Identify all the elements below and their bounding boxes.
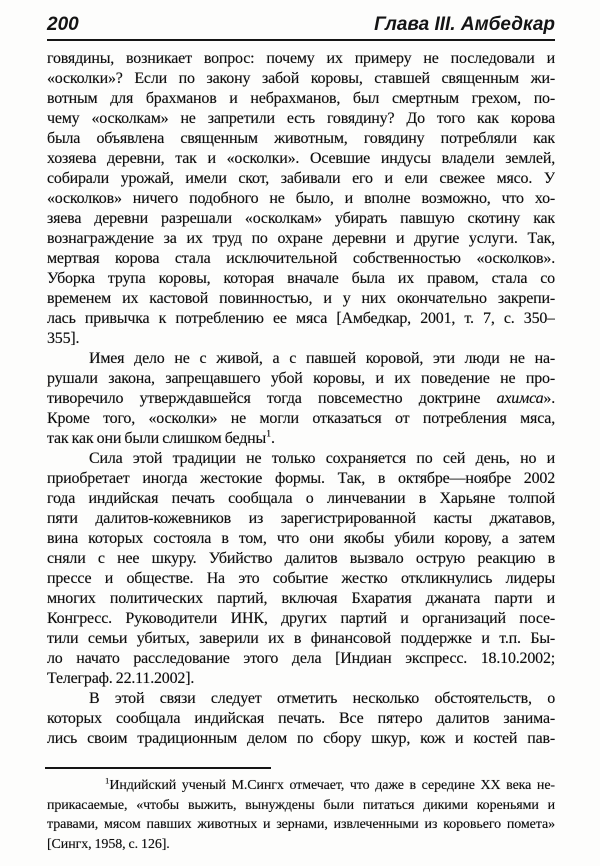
body-line: года индийская печать сообщала о линчевании в Харьяне толпой <box>47 490 555 507</box>
footnote-separator <box>45 767 271 769</box>
body-line: 355]. <box>47 330 80 347</box>
body-line: чему «осколкам» не запретили есть говядину? До того как корова <box>47 110 555 127</box>
body-line: лись своим традиционным делом по сбору шкур, кож и костей пав- <box>47 730 555 747</box>
body-line: «осколки»? Если по закону забой коровы, ставшей священным жи- <box>47 70 555 87</box>
body-line: Уборка трупа коровы, которая вначале была их правом, стала со <box>47 270 555 287</box>
body-line: рушали закона, запрещавшего убой коровы, и их поведение не про- <box>47 370 555 387</box>
footnote-line: $^1$Индийский ученый М.Сингх отмечает, что даже в середине XX века не- <box>105 776 555 793</box>
body-line: так как они были слишком бедны$^1$. <box>47 429 275 447</box>
body-line: хозяева деревни, так и «осколки». Осевшие индусы владели землей, <box>47 150 555 167</box>
header-rule <box>47 39 555 41</box>
body-line: прессе и обществе. На это событие жестко откликнулись лидеры <box>47 570 555 587</box>
body-line: Конгресс. Руководители ИНК, других партий и организаций посе- <box>47 610 555 627</box>
body-line: была объявлена священным животным, говядину потребляли как <box>47 130 555 147</box>
body-line: говядины, возникает вопрос: почему их примеру не последовали и <box>47 50 555 67</box>
body-line: Сила этой традиции не только сохраняется по сей день, но и <box>89 450 555 467</box>
body-text <box>47 49 555 749</box>
body-line: приобретает иногда жестокие формы. Так, в октябре—ноябре 2002 <box>47 470 555 487</box>
body-line: временем их кастовой повинностью, и у них окончательно закрепи- <box>47 290 555 307</box>
running-header <box>47 14 555 39</box>
body-line: мертвая корова стала исключительной собственностью «осколков». <box>47 250 555 267</box>
body-line: Кроме того, «осколки» не могли отказаться от потребления мяса, <box>47 410 555 427</box>
body-line: лась привычка к потреблению ее мяса [Амбедкар, 2001, т. 7, с. 350– <box>47 310 555 327</box>
footnote-line: прикасаемые, «чтобы выжить, вынуждены были питаться дикими кореньями и <box>47 797 555 813</box>
body-line: которых сообщала индийская печать. Все пятеро далитов занима- <box>47 710 555 727</box>
body-line: «осколков» ничего подобного не было, и вполне возможно, что хо- <box>47 190 555 207</box>
body-line: зяева деревни разрешали «осколкам» убирать павшую скотину как <box>47 210 555 227</box>
body-line: вотным для брахманов и небрахманов, был смертным грехом, по- <box>47 90 555 107</box>
body-line: Имея дело не с живой, а с павшей коровой, эти люди не на- <box>89 350 555 367</box>
footnote-line: травами, мясом павших животных и зернами, извлеченными из коровьего помета» <box>47 817 555 832</box>
chapter-title: Глава III. Амбедкар <box>374 14 555 35</box>
body-line: тиворечило утверждавшейся тогда повсеместно доктрине ахимса». <box>47 390 555 407</box>
body-line: вознаграждение за их труд по охране деревни и другие услуги. Так, <box>47 230 555 247</box>
page-number: 200 <box>47 14 79 35</box>
body-line: вина которых состояла в том, что они якобы убили корову, а затем <box>47 530 555 547</box>
footnote <box>47 776 555 854</box>
body-line: ло начато расследование этого дела [Индиан экспресс. 18.10.2002; <box>47 650 555 667</box>
body-line: пяти далитов-кожевников из зарегистрированной касты джатавов, <box>47 510 555 527</box>
body-line: В этой связи следует отметить несколько обстоятельств, о <box>89 690 555 707</box>
body-line: тили семьи убитых, заверили их в финансовой поддержке и т.п. Бы- <box>47 630 555 647</box>
body-line: многих политических партий, включая Бхаратия джаната парти и <box>47 590 555 607</box>
body-line: сняли с нее шкуру. Убийство далитов вызвало острую реакцию в <box>47 550 555 567</box>
body-line: Телеграф. 22.11.2002]. <box>47 670 195 687</box>
body-line: собирали урожай, имели скот, забивали его и ели свежее мясо. У <box>47 170 555 187</box>
footnote-line: [Сингх, 1958, с. 126]. <box>47 836 170 852</box>
